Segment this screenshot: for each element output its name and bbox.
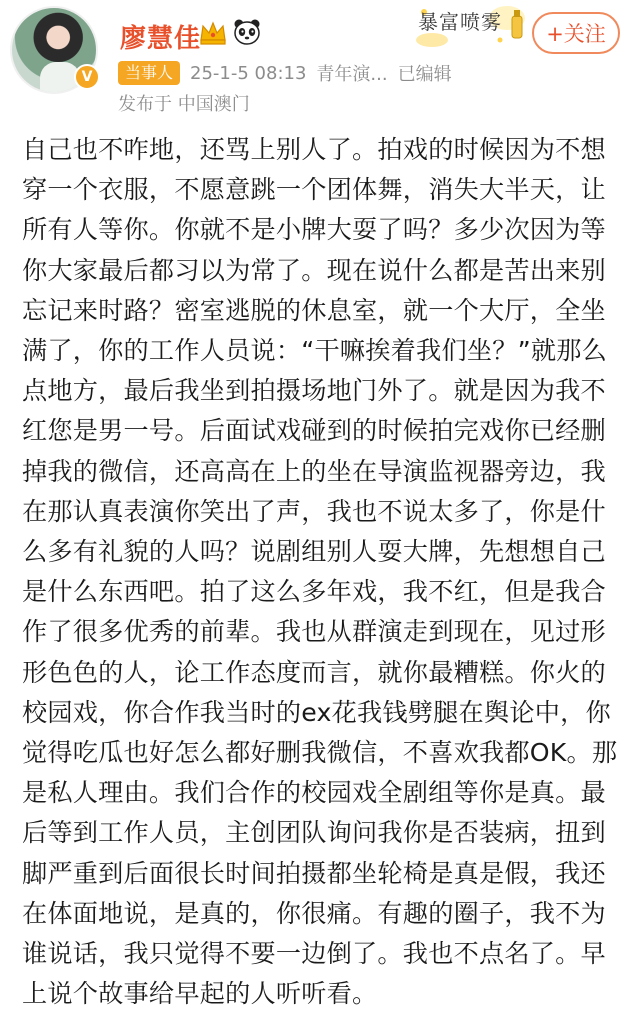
crown-icon: [198, 18, 228, 46]
post-meta: [118, 60, 452, 86]
follow-button[interactable]: +关注: [532, 12, 620, 54]
post-header: [0, 0, 640, 120]
post-source[interactable]: 青年演...: [316, 64, 388, 85]
edited-label[interactable]: 已编辑: [397, 64, 452, 85]
role-badge: 当事人: [118, 61, 180, 85]
post-location: 发布于 中国澳门: [118, 94, 250, 115]
post-timestamp: 25-1-5 08:13: [190, 62, 307, 84]
post-body-text: 自己也不咋地，还骂上别人了。拍戏的时候因为不想穿一个衣服，不愿意跳一个团体舞，消失大半天，让所有人等你。你就不是小牌大耍了吗？多少次因为等你大家最后都习以为常了。现在说什么都是苦出来别忘记来时路？密室逃脱的休息室，就一个大厅，全坐满了，你的工作人员说：“干嘛挨着我们坐？”就那么点地方，最后我坐到拍摄场地门外了。就是因为我不红您是男一号。后面试戏碰到的时候拍完戏你已经删掉我的微信，还高高在上的坐在导演监视器旁边，我在那认真表演你笑出了声，我也不说太多了，你是什么多有礼貌的人吗？说剧组别人耍大牌，先想想自己是什么东西吧。拍了这么多年戏，我不红，但是我合作了很多优秀的前辈。我也从群演走到现在，见过形形色色的人，论工作态度而言，就你最糟糕。你火的校园戏，你合作我当时的ex花我钱劈腿在舆论中，你觉得吃瓜也好怎么都好删我微信，不喜欢我都OK。那是私人理由。我们合作的校园戏全剧组等你是真。最后等到工作人员，主创团队询问我你是否装病，扭到脚严重到后面很长时间拍摄都坐轮椅是真是假，我还在体面地说，是真的，你很痛。有趣的圈子，我不为谁说话，我只觉得不要一边倒了。我也不点名了。早上说个故事给早起的人听听看。: [22, 135, 618, 1009]
author-name[interactable]: 廖慧佳: [120, 24, 202, 54]
verified-badge-icon: V: [74, 64, 100, 90]
panda-icon: [232, 18, 262, 46]
decoration-text: 暴富喷雾: [418, 10, 502, 34]
